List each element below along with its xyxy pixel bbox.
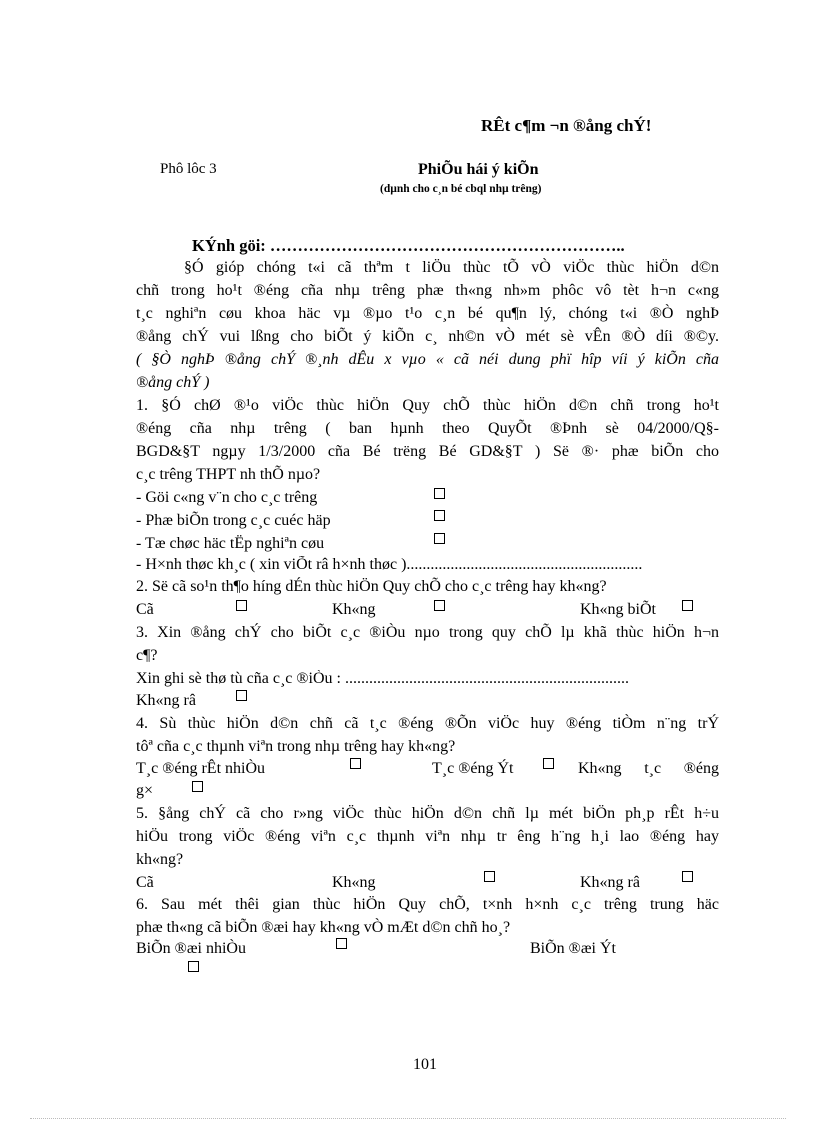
- instruction-line: ®ång chÝ ): [136, 374, 210, 391]
- q6-option-label: BiÕn ®æi Ýt: [530, 940, 616, 957]
- q4-option-checkbox[interactable]: [192, 781, 203, 792]
- q2-option-label: Kh«ng: [332, 601, 376, 618]
- q3-note-line[interactable]: Xin ghi sè thø tù cña c¸c ®iÒu : .......................................................................: [136, 670, 629, 687]
- instruction-line: ( §Ò nghÞ ®ång chÝ ®¸nh dÊu x vµo « cã néi dung phï hîp víi ý kiÕn cña: [136, 351, 719, 368]
- q1-option-label: - Phæ biÕn trong c¸c cuéc häp: [136, 512, 331, 529]
- q4-option-label: Kh«ng t¸c ®éng: [578, 760, 719, 777]
- page-number: 101: [413, 1056, 437, 1073]
- q5-option-checkbox[interactable]: [484, 871, 495, 882]
- q3-text: 3. Xin ®ång chÝ cho biÕt c¸c ®iÒu nµo trong quy chÕ lµ khã thùc hiÖn h¬n: [136, 624, 719, 641]
- q5-text: 5. §ång chÝ cã cho r»ng viÖc thùc hiÖn d©n chñ lµ mét biÖn ph¸p rÊt h÷u: [136, 805, 719, 822]
- q5-option-label: Kh«ng râ: [580, 874, 640, 891]
- q1-option-checkbox[interactable]: [434, 488, 445, 499]
- q4-option-label: T¸c ®éng rÊt nhiÒu: [136, 760, 266, 777]
- q5-option-label: Kh«ng: [332, 874, 376, 891]
- q2-text: 2. Së cã so¹n th¶o híng dÉn thùc hiÖn Quy chÕ cho c¸c trêng hay kh«ng?: [136, 578, 607, 595]
- q1-other-line[interactable]: - H×nh thøc kh¸c ( xin viÕt râ h×nh thøc )...........................................................: [136, 556, 643, 573]
- q1-text: BGD&§T ngµy 1/3/2000 cña Bé trëng Bé GD&§T ) Së ®· phæ biÕn cho: [136, 443, 719, 460]
- q1-text: 1. §Ó chØ ®¹o viÖc thùc hiÖn Quy chÕ thùc hiÖn d©n chñ trong ho¹t: [136, 397, 719, 414]
- q4-option-label: T¸c ®éng Ýt: [432, 760, 514, 777]
- q4-option-checkbox[interactable]: [543, 758, 554, 769]
- q1-option-label: - Tæ chøc häc tËp nghiªn cøu: [136, 535, 325, 552]
- q2-option-label: Cã: [136, 601, 154, 618]
- form-title: PhiÕu hái ý kiÕn: [418, 161, 539, 178]
- q1-option-checkbox[interactable]: [434, 533, 445, 544]
- closing-thanks: RÊt c¶m ¬n ®ång chÝ!: [481, 116, 652, 135]
- form-subtitle: (dµnh cho c¸n bé cbql nhµ trêng): [380, 183, 542, 195]
- q4-text: 4. Sù thùc hiÖn d©n chñ cã t¸c ®éng ®Õn viÖc huy ®éng tiÒm n¨ng trÝ: [136, 715, 719, 732]
- q6-option-checkbox[interactable]: [336, 938, 347, 949]
- q6-option-checkbox[interactable]: [188, 961, 199, 972]
- q1-option-label: - Göi c«ng v¨n cho c¸c trêng: [136, 489, 318, 506]
- q6-option-label: BiÕn ®æi nhiÒu: [136, 940, 246, 957]
- q2-option-checkbox[interactable]: [236, 600, 247, 611]
- q2-option-checkbox[interactable]: [682, 600, 693, 611]
- q5-text: kh«ng?: [136, 851, 184, 868]
- q4-option-checkbox[interactable]: [350, 758, 361, 769]
- q1-text: c¸c trêng THPT nh thÕ nµo?: [136, 466, 321, 483]
- intro-line: ®ång chÝ vui lßng cho biÕt ý kiÕn c¸ nh©n vÒ mét sè vÊn ®Ò díi ®©y.: [136, 328, 719, 345]
- q5-text: hiÖu trong viÖc ®éng viªn c¸c thµnh viªn nhµ tr êng h¨ng h¸i lao ®éng hay: [136, 828, 719, 845]
- q2-option-label: Kh«ng biÕt: [580, 601, 656, 618]
- q6-text: 6. Sau mét thêi gian thùc hiÖn Quy chÕ, t×nh h×nh c¸c trêng trung häc: [136, 896, 719, 913]
- q4-text: tôª cña c¸c thµnh viªn trong nhµ trêng hay kh«ng?: [136, 738, 456, 755]
- q5-option-checkbox[interactable]: [682, 871, 693, 882]
- q6-text: phæ th«ng cã biÕn ®æi hay kh«ng vÒ mÆt d©n chñ ho¸?: [136, 919, 511, 936]
- q3-option-label: Kh«ng râ: [136, 692, 196, 709]
- intro-line: chñ trong ho¹t ®éng cña nhµ trêng phæ th«ng nh»m phôc vô tèt h¬n c«ng: [136, 282, 719, 299]
- q2-option-checkbox[interactable]: [434, 600, 445, 611]
- q5-option-label: Cã: [136, 874, 154, 891]
- q1-option-checkbox[interactable]: [434, 510, 445, 521]
- greeting: KÝnh göi: ………………………………………………………..: [192, 236, 625, 255]
- intro-line: t¸c nghiªn cøu khoa häc vµ ®µo t¹o c¸n bé qu¶n lý, chóng t«i ®Ò nghÞ: [136, 305, 719, 322]
- intro-line: §Ó gióp chóng t«i cã thªm t liÖu thùc tÕ vÒ viÖc thùc hiÖn d©n: [184, 259, 719, 276]
- q3-option-checkbox[interactable]: [236, 690, 247, 701]
- q4-option-tail: g×: [136, 782, 154, 799]
- q3-text: c¶?: [136, 647, 158, 664]
- q1-text: ®éng cña nhµ trêng ( ban hµnh theo QuyÕt ®Þnh sè 04/2000/Q§-: [136, 420, 719, 437]
- appendix-label: Phô lôc 3: [160, 161, 217, 177]
- page-bottom-divider: [30, 1118, 786, 1119]
